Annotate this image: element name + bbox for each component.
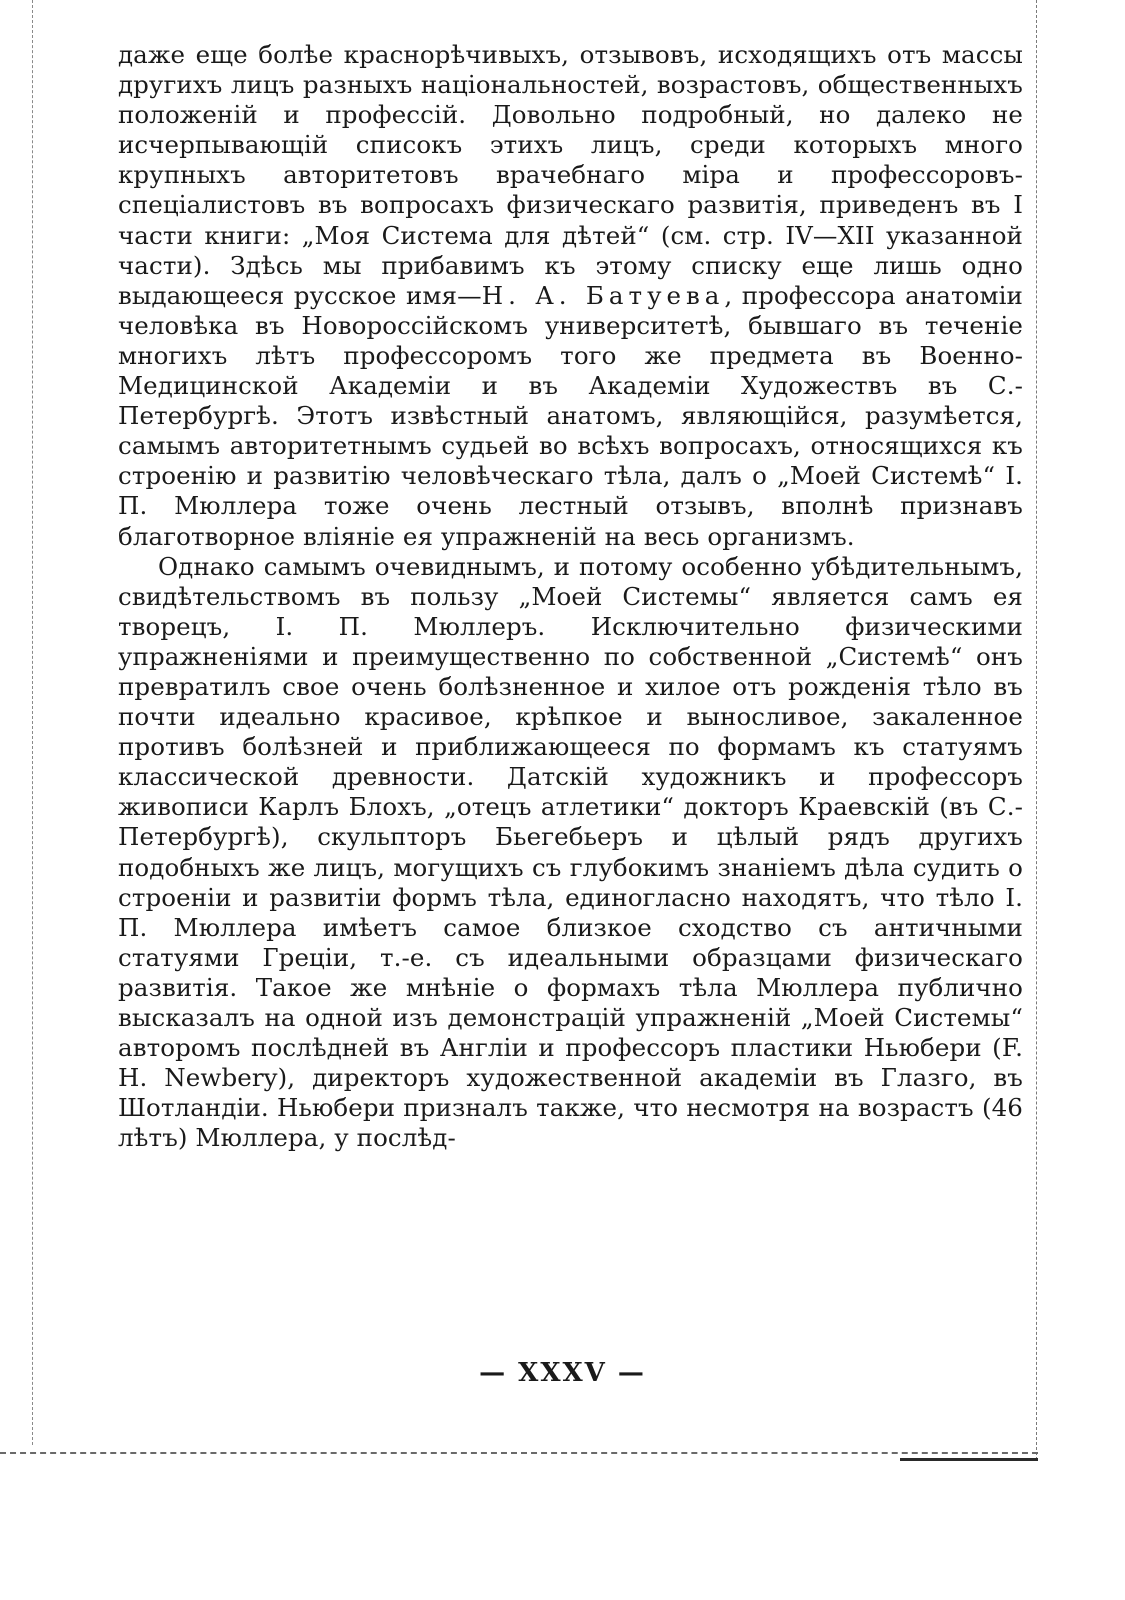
body-text bbox=[118, 40, 1023, 1153]
paragraph-1-text: даже еще болѣе краснорѣчивыхъ, отзывовъ, исходящихъ отъ массы другихъ лицъ разныхъ національностей, возрастовъ, общественныхъ положеній и профессій. Довольно подробный, но далеко не исчерпывающій списокъ этихъ лицъ, среди которыхъ много крупныхъ авторитетовъ врачебнаго міра и профессоровъ-спеціалистовъ въ вопросахъ физическаго развитія, приведенъ въ I части книги: „Моя Система для дѣтей“ (см. стр. IV—XII указанной части). Здѣсь мы прибавимъ къ этому списку еще лишь одно выдающееся русское имя— bbox=[118, 40, 1023, 310]
author-name-emphasis: Н. А. Батуева bbox=[481, 280, 725, 310]
paragraph-1-continuation: , профессора анатоміи человѣка въ Новороссійскомъ университетѣ, бывшаго въ теченіе многихъ лѣтъ профессоромъ того же предмета въ Военно-Медицинской Академіи и въ Академіи Художествъ въ С.-Петербургѣ. Этотъ извѣстный анатомъ, являющійся, разумѣется, самымъ авторитетнымъ судьей во всѣхъ вопросахъ, относящихся къ строенію и развитію человѣческаго тѣла, далъ о „Моей Системѣ“ І. П. Мюллера тоже очень лестный отзывъ, вполнѣ признавъ благотворное вліяніе ея упражненій на весь организмъ. bbox=[118, 280, 1023, 551]
scan-edge-left bbox=[32, 0, 33, 1445]
scan-edge-bottom bbox=[0, 1452, 1038, 1454]
page-number: — XXXV — bbox=[479, 1358, 646, 1388]
paragraph-1 bbox=[118, 40, 1023, 552]
scan-edge-bottom-mark bbox=[900, 1458, 1038, 1461]
scan-edge-right bbox=[1036, 0, 1037, 1460]
paragraph-2: Однако самымъ очевиднымъ, и потому особенно убѣдительнымъ, свидѣтельствомъ въ пользу „Моей Системы“ является самъ ея творецъ, І. П. Мюллеръ. Исключительно физическими упражненіями и преимущественно по собственной „Системѣ“ онъ превратилъ свое очень болѣзненное и хилое отъ рожденія тѣло въ почти идеально красивое, крѣпкое и выносливое, закаленное противъ болѣзней и приближающееся по формамъ къ статуямъ классической древности. Датскій художникъ и профессоръ живописи Карлъ Блохъ, „отецъ атлетики“ докторъ Краевскій (въ С.-Петербургѣ), скульпторъ Бьегебьеръ и цѣлый рядъ другихъ подобныхъ же лицъ, могущихъ съ глубокимъ знаніемъ дѣла судить о строеніи и развитіи формъ тѣла, единогласно находятъ, что тѣло І. П. Мюллера имѣетъ самое близкое сходство съ античными статуями Греціи, т.-е. съ идеальными образцами физическаго развитія. Такое же мнѣніе о формахъ тѣла Мюллера публично высказалъ на одной изъ демонстрацій упражненій „Моей Системы“ авторомъ послѣдней въ Англіи и профессоръ пластики Ньюбери (F. H. Newbery), директоръ художественной академіи въ Глазго, въ Шотландіи. Ньюбери призналъ также, что несмотря на возрастъ (46 лѣтъ) Мюллера, у послѣд- bbox=[118, 551, 1023, 1153]
